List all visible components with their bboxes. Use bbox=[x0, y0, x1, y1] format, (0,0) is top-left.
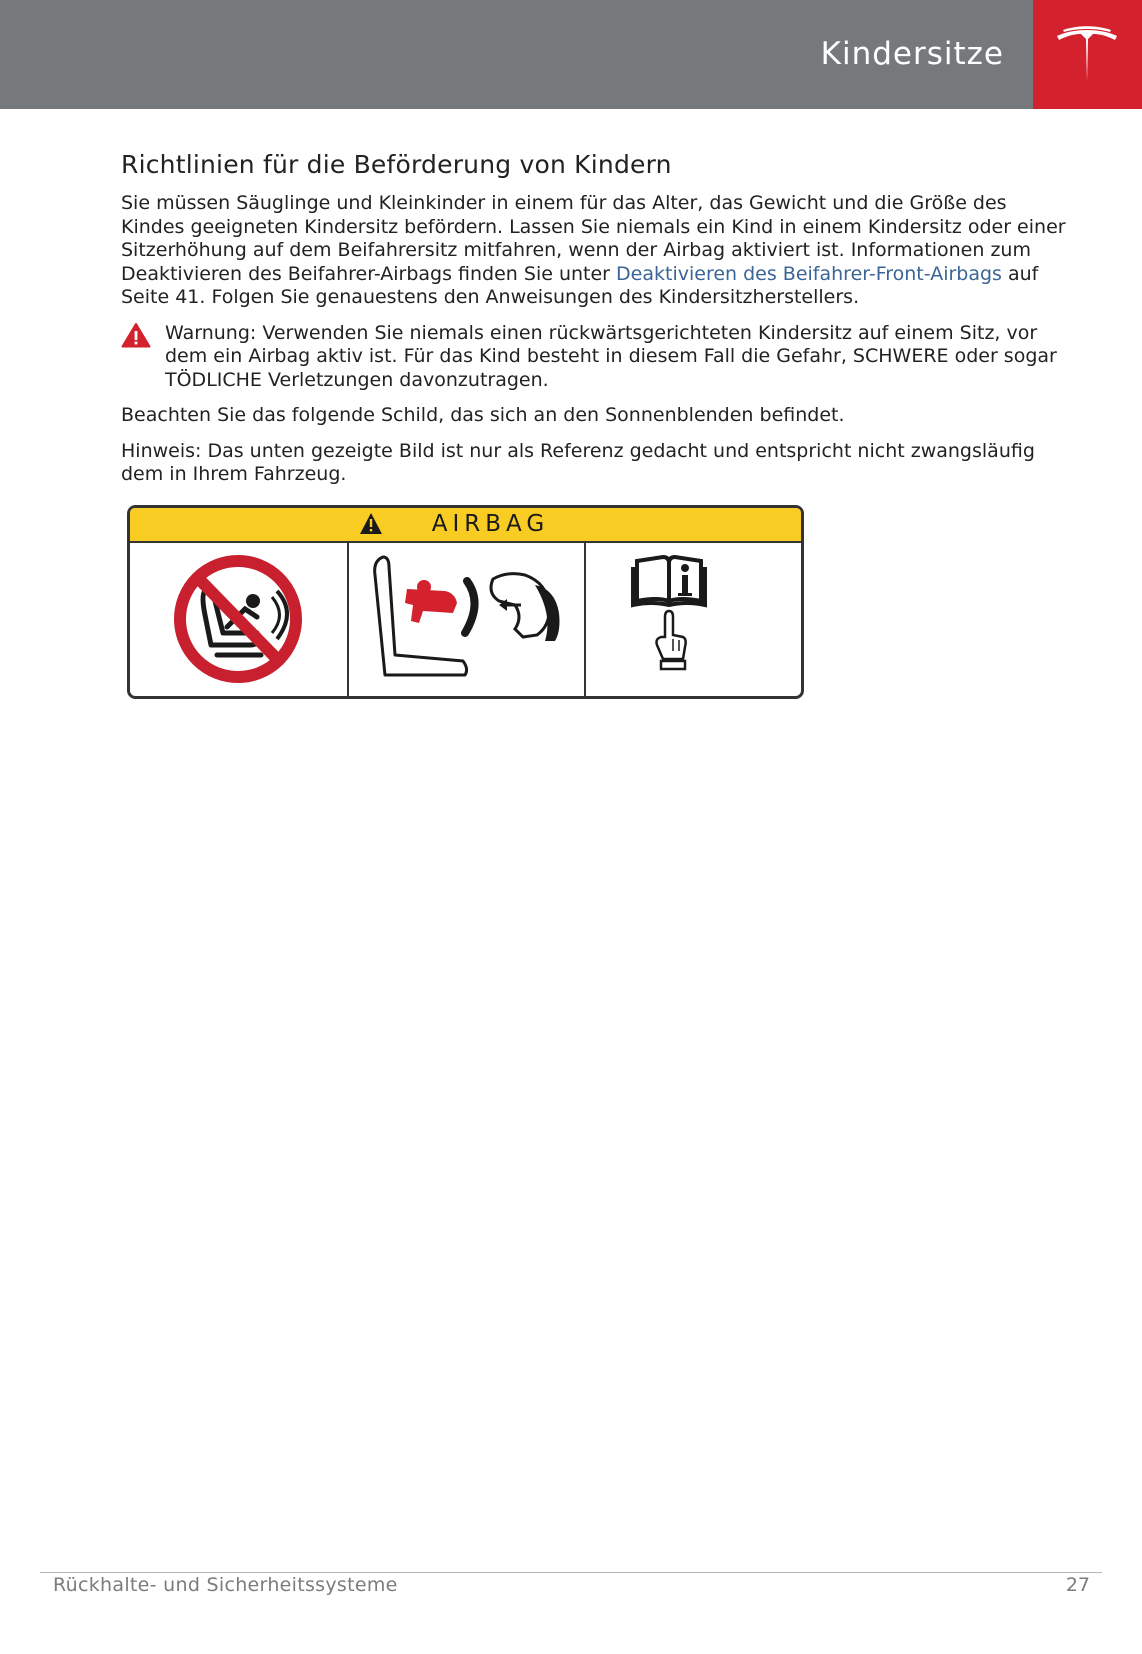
footer-section: Rückhalte- und Sicherheitssysteme bbox=[53, 1574, 398, 1596]
footer-divider bbox=[40, 1572, 1102, 1573]
section-heading: Richtlinien für die Beförderung von Kindern bbox=[121, 150, 672, 179]
brand-logo bbox=[1033, 0, 1142, 109]
intro-paragraph bbox=[121, 192, 1071, 310]
warning-triangle-icon bbox=[121, 322, 151, 348]
intro-text: Sie müssen Säuglinge und Kleinkinder in einem für das Alter, das Gewicht und die Größe des Kindes geeigneten Kindersitz befördern. Lassen Sie niemals ein Kind in einem Kindersitz oder einer Sitzerhöhung auf dem Beifahrersitz mitfahren, wenn der Airbag aktiviert ist. Informationen zum Deaktivieren des Beifahrer-Airbags finden Sie unter bbox=[121, 192, 1066, 285]
passenger-airbag-link[interactable]: Deaktivieren des Beifahrer-Front-Airbags bbox=[616, 262, 1002, 285]
intro-text-end: auf Seite 41. Folgen Sie genauestens den Anweisungen des Kindersitzherstellers. bbox=[121, 262, 1039, 308]
warning-text: Warnung: Verwenden Sie niemals einen rückwärtsgerichteten Kindersitz auf einem Sitz, vor dem ein Airbag aktiv ist. Für das Kind besteht in diesem Fall die Gefahr, SCHWERE oder sogar TÖDLICHE Verletzungen davonzutragen. bbox=[165, 321, 1057, 391]
header-bar bbox=[0, 0, 1142, 109]
page-title: Kindersitze bbox=[820, 36, 1004, 72]
no-rear-facing-child-seat-icon bbox=[180, 561, 296, 677]
airbag-warning-label bbox=[127, 505, 804, 700]
airbag-label-title: AIRBAG bbox=[431, 510, 550, 537]
warning-block bbox=[121, 322, 1071, 393]
main-content bbox=[121, 150, 1071, 700]
note-paragraph: Hinweis: Das unten gezeigte Bild ist nur als Referenz gedacht und entspricht nicht zwangsläufig dem in Ihrem Fahrzeug. bbox=[121, 439, 1035, 485]
tesla-t-logo-icon bbox=[1055, 26, 1119, 84]
sunvisor-paragraph: Beachten Sie das folgende Schild, das sich an den Sonnenblenden befindet. bbox=[121, 404, 845, 426]
page-number: 27 bbox=[1065, 1574, 1090, 1596]
